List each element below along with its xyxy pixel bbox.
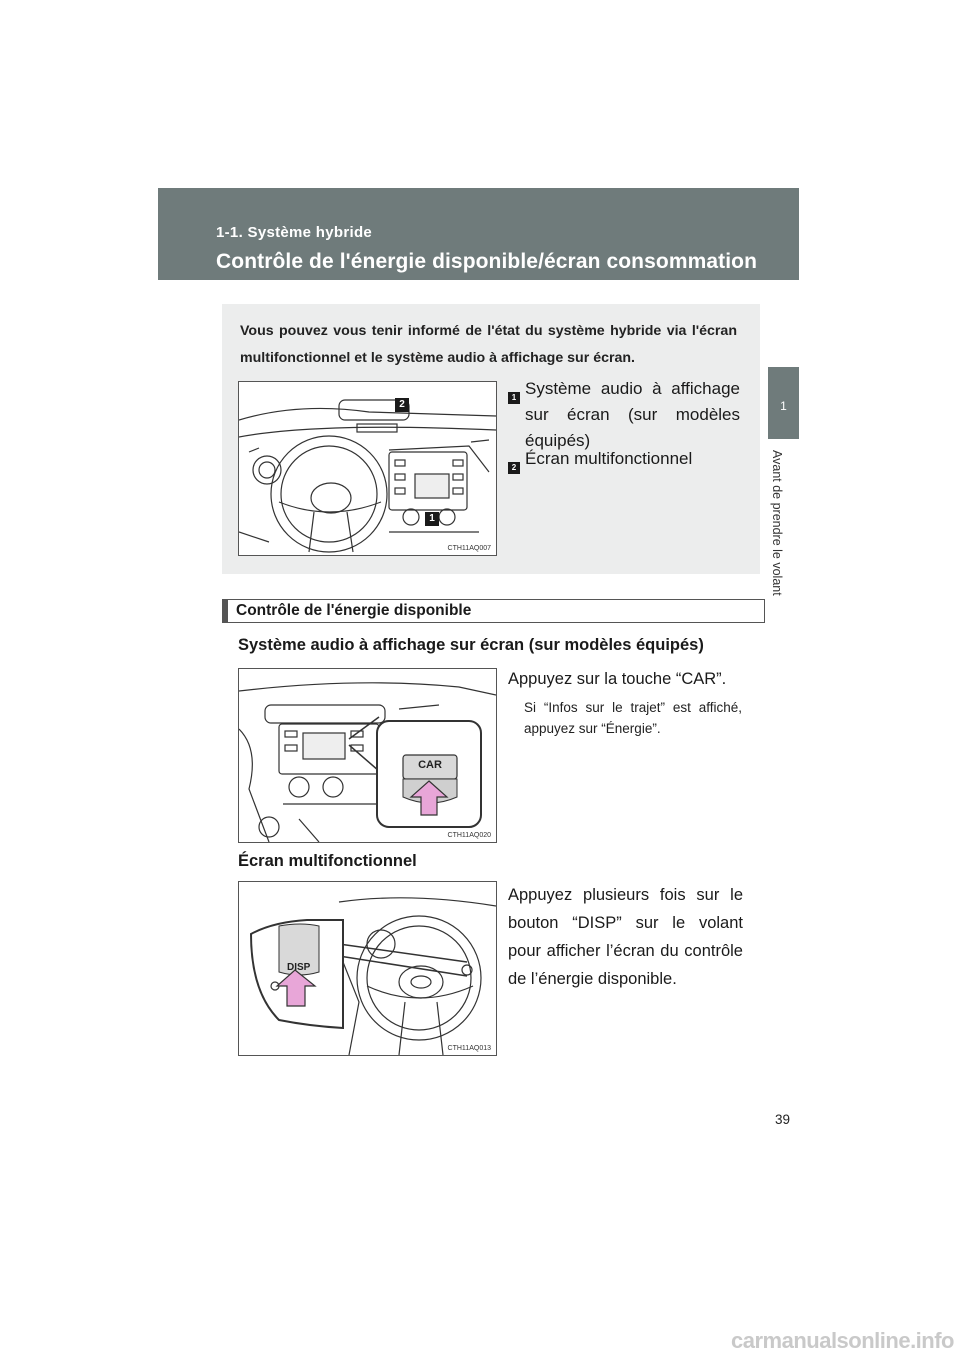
audio-note: Si “Infos sur le trajet” est affiché, appuyez sur “Énergie”. bbox=[524, 700, 742, 736]
audio-subtitle: Système audio à affichage sur écran (sur modèles équipés) bbox=[238, 636, 704, 654]
section-title: Contrôle de l'énergie disponible bbox=[236, 602, 472, 619]
audio-car-figure bbox=[238, 668, 497, 843]
chapter-number: 1 bbox=[780, 399, 787, 413]
multi-subtitle: Écran multifonctionnel bbox=[238, 852, 417, 870]
chapter-side-label-text: Avant de prendre le volant bbox=[770, 450, 784, 596]
chapter-tab bbox=[768, 367, 799, 439]
figure-code-3: CTH11AQ013 bbox=[447, 1045, 491, 1052]
steering-disp-figure bbox=[238, 881, 497, 1056]
car-button-label: CAR bbox=[418, 759, 442, 771]
dashboard-illustration bbox=[239, 382, 496, 555]
steering-wheel-illustration bbox=[239, 882, 496, 1055]
dashboard-overview-figure bbox=[238, 381, 497, 556]
page-number: 39 bbox=[774, 1112, 790, 1127]
disp-button-label: DISP bbox=[287, 962, 311, 973]
audio-panel-illustration bbox=[239, 669, 496, 842]
section-label: 1-1. Système hybride bbox=[216, 224, 373, 241]
marker-1-icon: 1 bbox=[508, 392, 520, 404]
multi-instruction: Appuyez plusieurs fois sur le bouton “DISP” sur le volant pour afficher l’écran du contrôle de l’énergie disponible. bbox=[508, 886, 743, 988]
legend-item-2 bbox=[508, 446, 740, 472]
callout-marker-2: 2 bbox=[395, 398, 409, 412]
audio-instruction: Appuyez sur la touche “CAR”. bbox=[508, 670, 727, 688]
figure-code-2: CTH11AQ020 bbox=[447, 832, 491, 839]
page-title: Contrôle de l'énergie disponible/écran consommation bbox=[216, 250, 758, 273]
legend-text-2: Écran multifonctionnel bbox=[525, 449, 693, 468]
watermark: carmanualsonline.info bbox=[731, 1328, 954, 1353]
intro-text: Vous pouvez vous tenir informé de l'état du système hybride via l'écran multifonctionnel et le système audio à affichage sur écran. bbox=[240, 323, 737, 366]
chapter-header bbox=[158, 188, 799, 280]
figure-code: CTH11AQ007 bbox=[447, 545, 491, 552]
section-title-bar bbox=[222, 599, 765, 623]
legend-item-1 bbox=[508, 376, 740, 454]
legend-text-1: Système audio à affichage sur écran (sur modèles équipés) bbox=[525, 379, 740, 450]
callout-marker-1: 1 bbox=[425, 512, 439, 526]
marker-2-icon: 2 bbox=[508, 462, 520, 474]
chapter-side-label bbox=[772, 450, 796, 620]
